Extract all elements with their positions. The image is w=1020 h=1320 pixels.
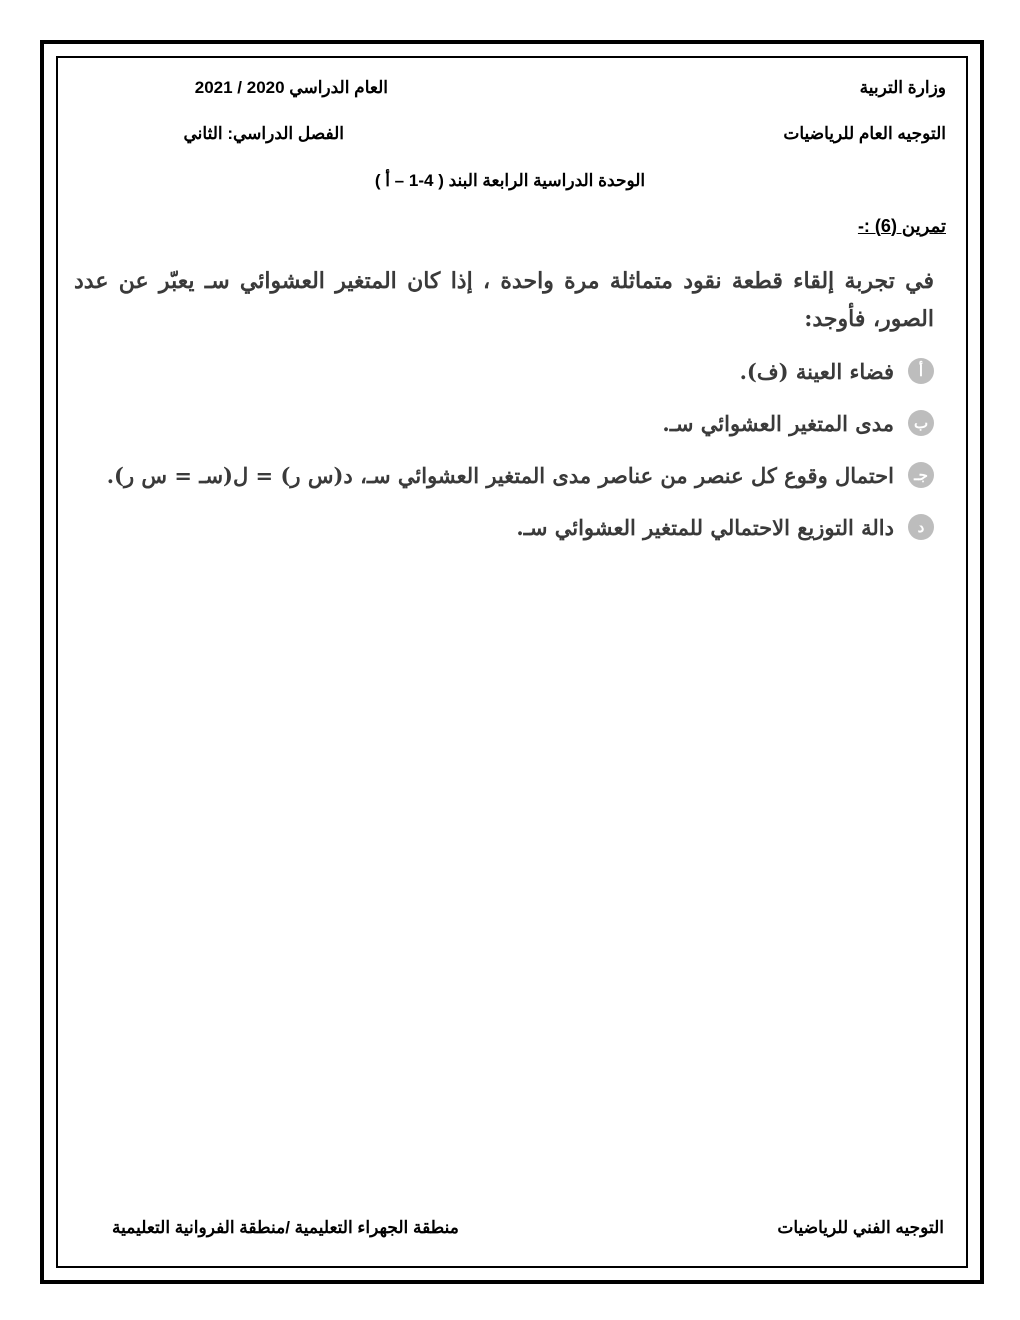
exercise-label: تمرين (6) :- [857, 216, 946, 236]
item-text: فضاء العينة (ف). [739, 358, 894, 384]
item-text: مدى المتغير العشوائي سـ. [662, 410, 894, 436]
unit-title: الوحدة الدراسية الرابعة البند ( 4-1 – أ ) [374, 171, 646, 190]
department-name: التوجيه العام للرياضيات [783, 124, 946, 143]
item-text: احتمال وقوع كل عنصر من عناصر مدى المتغير العشوائي سـ، د(س ر) = ل(سـ = س ر). [106, 462, 894, 488]
item-badge: أ [908, 358, 934, 384]
semester: الفصل الدراسي: الثاني [183, 124, 344, 143]
ministry-name: وزارة التربية [859, 78, 946, 97]
item-badge: جـ [908, 462, 934, 488]
list-item [74, 514, 934, 540]
list-item [74, 462, 934, 488]
item-text: دالة التوزيع الاحتمالي للمتغير العشوائي سـ. [516, 514, 894, 540]
list-item [74, 410, 934, 436]
footer-left: منطقة الجهراء التعليمية /منطقة الفروانية التعليمية [112, 1218, 459, 1237]
item-badge: ب [908, 410, 934, 436]
problem-statement: في تجربة إلقاء قطعة نقود متماثلة مرة واحدة ، إذا كان المتغير العشوائي سـ يعبّر عن عدد الصور، فأوجد: [74, 268, 934, 332]
academic-year: العام الدراسي 2020 / 2021 [194, 78, 388, 97]
inner-border [56, 56, 968, 1268]
item-badge: د [908, 514, 934, 540]
footer-right: التوجيه الفني للرياضيات [777, 1218, 944, 1237]
list-item [74, 358, 934, 384]
